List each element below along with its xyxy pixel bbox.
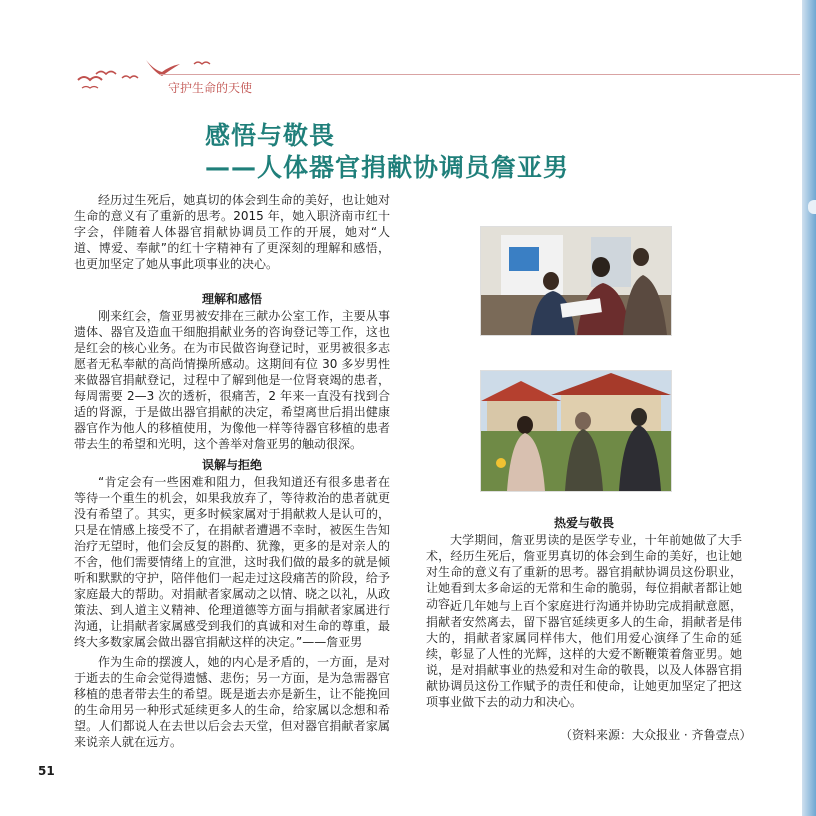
section-paragraph: 近几年她与上百个家庭进行沟通并协助完成捐献意愿，捐献者安然离去，留下器官延续更多人的生命，捐献者是伟大的，捐献者家属同样伟大，他们用爱心演绎了生命的延续，彰显了人性的光辉，这样的大爱不断鞭策着詹亚男。她说，是对捐献事业的热爱和对生命的敬畏，以及人体器官捐献协调员这份工作赋予的责任和使命，让她更加坚定了把这项事业做下去的动力和决心。: [426, 599, 742, 709]
article-subtitle: ——人体器官捐献协调员詹亚男: [205, 153, 570, 182]
section-paragraph: 作为生命的摆渡人，她的内心是矛盾的，一方面，是对于逝去的生命会觉得遗憾、悲伤；另一方面，是为急需器官移植的患者带去生的希望。既是逝去亦是新生，让不能挽回的生命用另一种形式延续更多人的生命，给家属以念想和希望。人们都说人在去世以后会去天堂，但对器官捐献者家属来说亲人就在远方。: [74, 655, 390, 749]
article-title: 感悟与敬畏: [205, 121, 336, 150]
page-edge-strip: [802, 0, 816, 816]
section-heading-misunderstanding: 误解与拒绝: [201, 458, 262, 472]
quote-paragraph: “肯定会有一些困难和阻力，但我知道还有很多患者在等待一个重生的机会，如果我放弃了，等待救治的患者就更没有希望了。其实，更多时候家属对于捐献救人是认可的，只是在情感上接受不了，在捐献者遭遇不幸时，被医生告知治疗无望时，他们会反复的斟酌、犹豫，更多的是对亲人的不舍，他们需要情绪上的宣泄，这时我们做的最多的就是倾听和默默的守护，陪伴他们一起走过这段痛苦的阶段，给予家庭最大的帮助。对捐献者家属动之以情、晓之以礼，从政策法、到人道主义精神、伦理道德等方面与捐献者家属进行沟通，让捐献者家属感受到我们的真诚和对生命的尊重，最终大多数家属会做出器官捐献这样的决定。”——詹亚男: [74, 475, 390, 649]
page-number: 51: [38, 764, 55, 778]
section-heading-love: 热爱与敬畏: [553, 516, 614, 530]
outdoor-conversation-photo: [480, 370, 672, 492]
section-paragraph: 刚来红会，詹亚男被安排在三献办公室工作，主要从事遗体、器官及造血干细胞捐献业务的咨询登记等工作，这也是红会的核心业务。在为市民做咨询登记时，亚男被很多志愿者无私奉献的高尚情操所感动。这期间有位 30 多岁男性来做器官捐献登记，过程中了解到他是一位肾衰竭的患者，每周需要 2—3 次的透析，很痛苦，2 年来一直没有找到合适的肾源，于是做出器官捐献的决定，希望离世后捐出健康器官作为他人的移植使用，为像他一样等待器官移植的患者带去生的希望和光明，这个善举对詹亚男的触动很深。: [74, 309, 390, 451]
section-heading-understanding: 理解和感悟: [201, 292, 262, 306]
header-rule: [160, 74, 800, 75]
section-paragraph: 大学期间，詹亚男读的是医学专业，十年前她做了大手术，经历生死后，詹亚男真切的体会到生命的美好，也让她对生命的意义有了重新的思考。器官捐献协调员这份职业，让她看到太多命运的无常和生命的脆弱，每位捐献者都让她动容。: [426, 533, 742, 611]
section-label: 守护生命的天使: [168, 81, 253, 95]
office-consultation-photo: [480, 226, 672, 336]
page-edge-marker: [808, 200, 816, 214]
source-citation: （资料来源：大众报业 · 齐鲁壹点）: [560, 728, 752, 742]
intro-paragraph: 经历过生死后，她真切的体会到生命的美好，也让她对生命的意义有了重新的思考。2015 年，她入职济南市红十字会，伴随着人体器官捐献协调员工作的开展，她对“人道、博爱、奉献”的红十字精神有了更深刻的理解和感悟，也更加坚定了她从事此项事业的决心。: [74, 193, 390, 271]
